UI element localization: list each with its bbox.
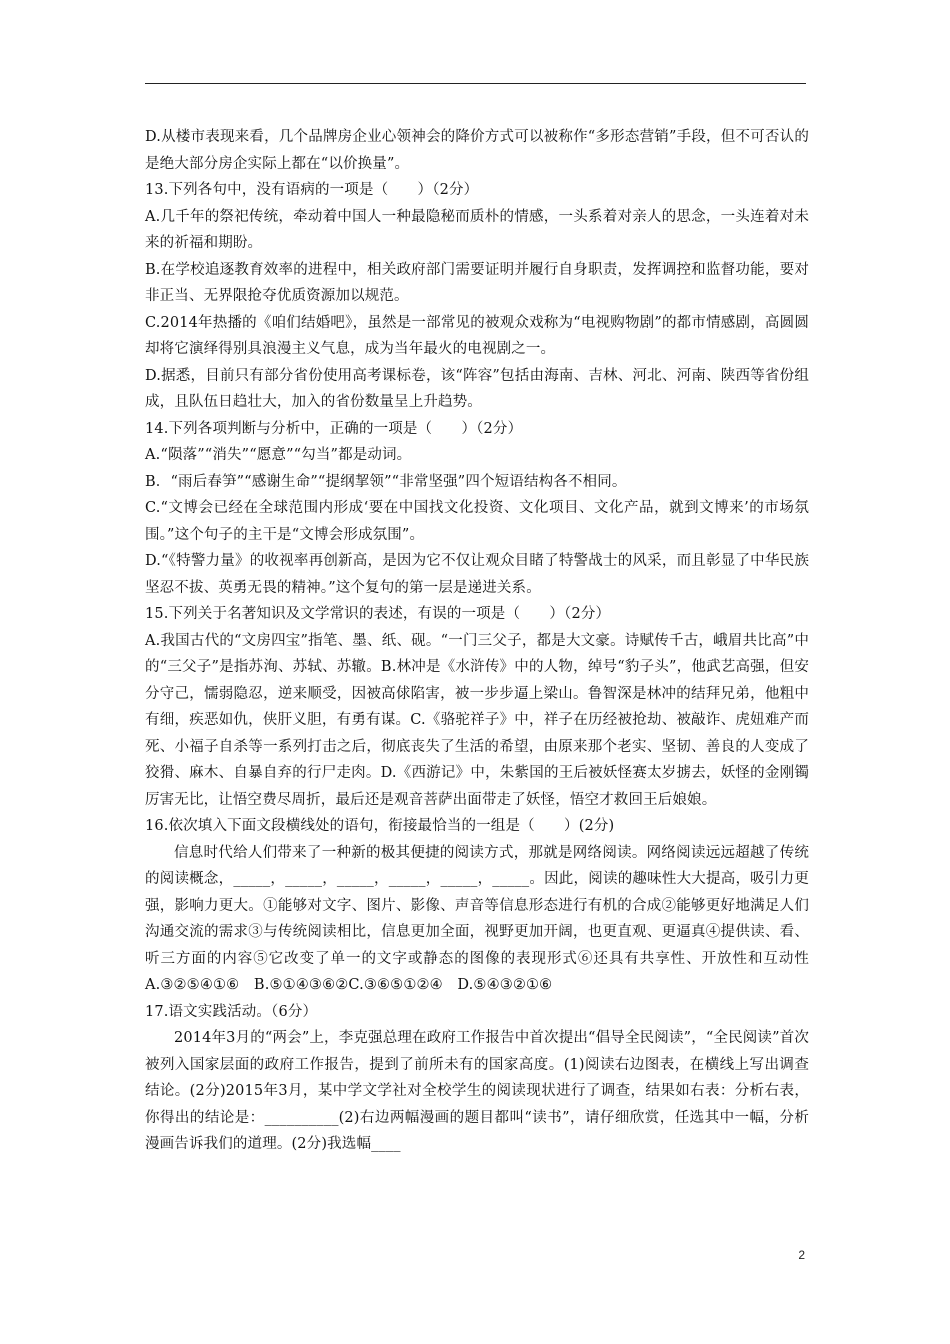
question-13-option-d: D.据悉，目前只有部分省份使用高考课标卷，该“阵容”包括由海南、吉林、河北、河南、陕西等省份组成，且队伍日趋壮大，加入的省份数量呈上升趋势。 — [145, 367, 809, 410]
question-17-passage: 2014年3月的“两会”上，李克强总理在政府工作报告中首次提出“倡导全民阅读”，“全民阅读”首次被列入国家层面的政府工作报告，提到了前所未有的国家高度。(1)阅读右边图表，在横线上写出调查结论。(2分)2015年3月，某中学文学社对全校学生的阅读现状进行了调查，结果如右表：分析右表，你得出的结论是：__________(2)右边两幅漫画的题目都叫“读书”，请仔细欣赏，任选其中一幅，分析漫画告诉我们的道理。(2分)我选幅____ — [145, 1030, 809, 1152]
question-13-option-b: B.在学校追逐教育效率的进程中，相关政府部门需要证明并履行自身职责，发挥调控和监督功能，要对非正当、无界限抢夺优质资源加以规范。 — [145, 261, 809, 304]
question-14-option-a: A.“陨落”“消失”“愿意”“勾当”都是动词。 — [145, 447, 412, 463]
question-14-option-d: D.“《特警力量》的收视率再创新高，是因为它不仅让观众目睹了特警战士的风采，而且彰显了中华民族坚忍不拔、英勇无畏的精神。”这个复句的第一层是递进关系。 — [145, 553, 809, 596]
question-15-stem: 15.下列关于名著知识及文学常识的表述，有误的一项是（ ）（2分） — [145, 606, 611, 622]
question-14-option-c: C.“文博会已经在全球范围内形成‘要在中国找文化投资、文化项目、文化产品，就到文博来’的市场氛围。”这个句子的主干是“文博会形成氛围”。 — [145, 500, 809, 543]
question-13-option-a: A.几千年的祭祀传统，牵动着中国人一种最隐秘而质朴的情感，一头系着对亲人的思念，一头连着对未来的祈福和期盼。 — [145, 208, 809, 251]
question-15-options: A.我国古代的“文房四宝”指笔、墨、纸、砚。“一门三父子，都是大文豪。诗赋传千古，峨眉共比高”中的“三父子”是指苏洵、苏轼、苏辙。B.林冲是《水浒传》中的人物，绰号“豹子头”，他武艺高强，但安分守己，懦弱隐忍，逆来顺受，因被高俅陷害，被一步步逼上梁山。鲁智深是林冲的结拜兄弟，他粗中有细，疾恶如仇，侠肝义胆，有勇有谋。C.《骆驼祥子》中，祥子在历经被抢劫、被敲诈、虎妞难产而死、小福子自杀等一系列打击之后，彻底丧失了生活的希望，由原来那个老实、坚韧、善良的人变成了狡猾、麻木、自暴自弃的行尸走肉。D.《西游记》中，朱紫国的王后被妖怪赛太岁掳去，妖怪的金刚镯厉害无比，让悟空费尽周折，最后还是观音菩萨出面带走了妖怪，悟空才救回王后娘娘。 — [145, 632, 809, 808]
header-rule — [145, 83, 806, 84]
document-body — [145, 124, 809, 1158]
question-16-passage: 信息时代给人们带来了一种新的极其便捷的阅读方式，那就是网络阅读。网络阅读远远超越了传统的阅读概念，_____，_____，_____，_____，_____，_____。因此，阅读的趣味性大大提高，吸引力更强，影响力更大。①能够对文字、图片、影像、声音等信息形态进行有机的合成②能够更好地满足人们沟通交流的需求③与传统阅读相比，信息更加全面，视野更加开阔，也更直观、更逼真④提供读、看、听三方面的内容⑤它改变了单一的文字或静态的图像的表现形式⑥还具有共享性、开放性和互动性 A.③②⑤④①⑥ B.⑤①④③⑥②C.③⑥⑤①②④ D.⑤④③②①⑥ — [145, 844, 809, 993]
question-16-stem: 16.依次填入下面文段横线处的语句，衔接最恰当的一组是（ ）(2分) — [145, 818, 615, 834]
question-13-stem: 13.下列各句中，没有语病的一项是（ ）（2分） — [145, 182, 479, 198]
question-14-option-b: B．“雨后春笋”“感谢生命”“提纲挈领”“非常坚强”四个短语结构各不相同。 — [145, 473, 627, 490]
paragraph: D.从楼市表现来看，几个品牌房企业心领神会的降价方式可以被称作“多形态营销”手段，但不可否认的是绝大部分房企实际上都在“以价换量”。 — [145, 129, 809, 172]
question-13-option-c: C.2014年热播的《咱们结婚吧》，虽然是一部常见的被观众戏称为“电视购物剧”的都市情感剧，高圆圆却将它演绎得别具浪漫主义气息，成为当年最火的电视剧之一。 — [145, 314, 809, 357]
page-number: 2 — [798, 1248, 805, 1262]
question-17-stem: 17.语文实践活动。（6分） — [145, 1003, 318, 1020]
question-14-stem: 14.下列各项判断与分析中，正确的一项是（ ）（2分） — [145, 420, 523, 437]
